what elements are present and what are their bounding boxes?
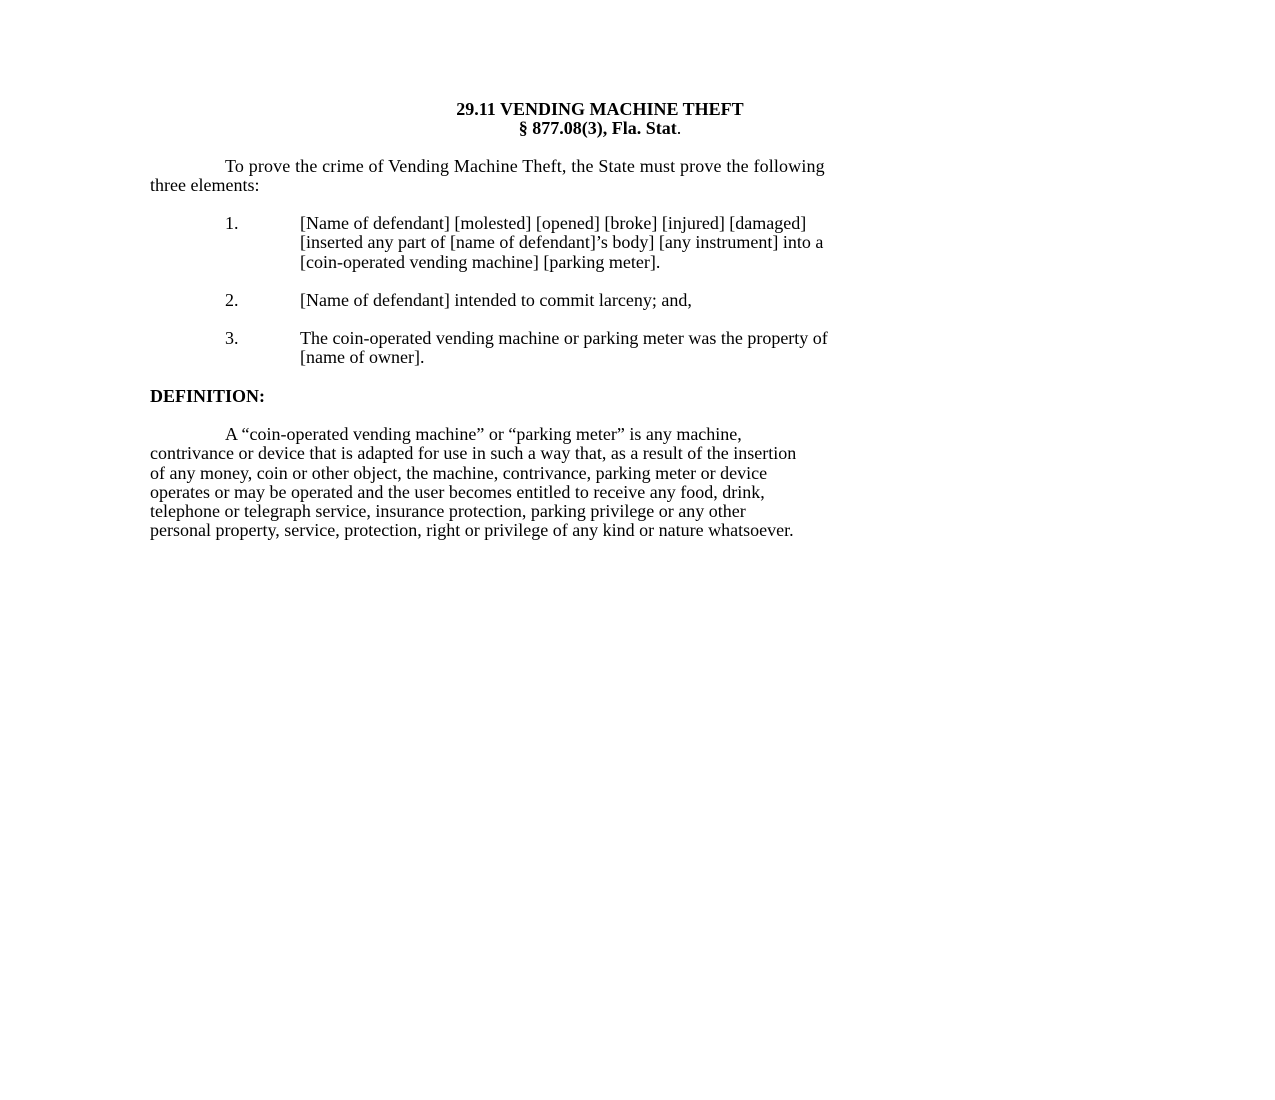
definition-paragraph xyxy=(150,425,796,541)
definition-line: A “coin-operated vending machine” or “parking meter” is any machine, xyxy=(225,424,742,444)
definition-line: personal property, service, protection, right or privilege of any kind or nature whatsoever. xyxy=(150,520,794,541)
definition-line: contrivance or device that is adapted for use in such a way that, as a result of the insertion xyxy=(150,443,797,464)
definition-line: telephone or telegraph service, insurance protection, parking privilege or any other xyxy=(150,501,746,522)
element-line: [Name of defendant] [molested] [opened] [broke] [injured] [damaged] xyxy=(300,213,807,233)
intro-paragraph xyxy=(150,157,825,196)
element-item xyxy=(0,214,1275,284)
element-number: 1. xyxy=(225,213,239,233)
statute-text: § 877.08(3), Fla. Stat xyxy=(518,118,677,138)
element-line: [name of owner]. xyxy=(300,347,425,368)
statute-citation xyxy=(0,119,1200,138)
definition-line: operates or may be operated and the user becomes entitled to receive any food, drink, xyxy=(150,481,765,502)
definition-line: of any money, coin or other object, the machine, contrivance, parking meter or device xyxy=(150,462,768,483)
element-line: [Name of defendant] intended to commit larceny; and, xyxy=(300,290,692,310)
element-line: [inserted any part of [name of defendant]’s body] [any instrument] into a xyxy=(300,232,824,253)
element-item xyxy=(0,291,1275,316)
element-line: [coin-operated vending machine] [parking meter]. xyxy=(300,251,661,272)
element-number: 2. xyxy=(225,290,239,310)
intro-line: To prove the crime of Vending Machine Theft, the State must prove the following xyxy=(225,156,825,176)
definition-heading: DEFINITION: xyxy=(150,386,266,406)
element-item xyxy=(0,329,1275,374)
document-title: 29.11 VENDING MACHINE THEFT xyxy=(456,99,744,119)
element-line: The coin-operated vending machine or parking meter was the property of xyxy=(300,328,828,348)
intro-line: three elements: xyxy=(150,175,260,196)
element-number: 3. xyxy=(225,328,239,348)
statute-period: . xyxy=(676,118,682,138)
